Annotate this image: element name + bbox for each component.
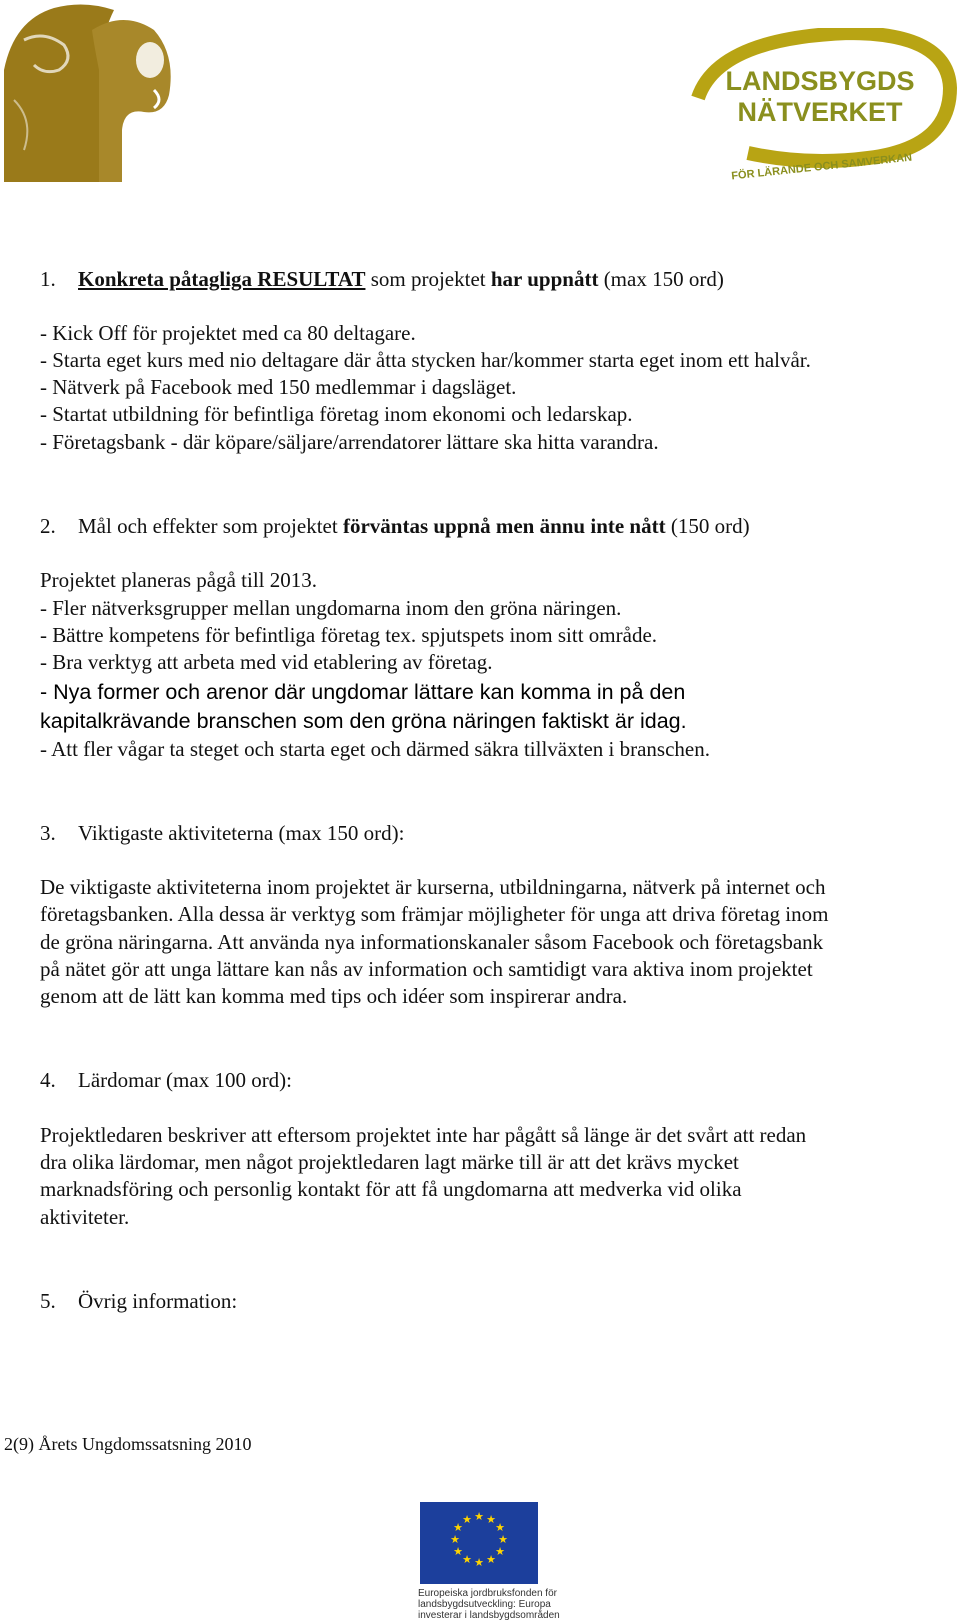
section2-line-4: - Bra verktyg att arbeta med vid etablering av företag. [40,650,493,674]
section2-line-2: - Fler nätverksgrupper mellan ungdomarna inom den gröna näringen. [40,596,622,620]
section1-line-4: - Startat utbildning för befintliga företag inom ekonomi och ledarskap. [40,402,633,426]
section4-number: 4. [40,1068,56,1092]
svg-text:★: ★ [474,1510,484,1523]
svg-text:★: ★ [462,1513,472,1526]
section4-heading [40,1066,292,1094]
section2-line-3: - Bättre kompetens för befintliga företag tex. spjutspets inom sitt område. [40,623,658,647]
section2-sans-line-1: - Nya former och arenor där ungdomar lättare kan komma in på den [40,680,686,704]
section3-line-5: genom att de lätt kan komma med tips och idéer som inspirerar andra. [40,984,628,1008]
section3-line-2: företagsbanken. Alla dessa är verktyg som främjar möjligheter för unga att driva företag inom [40,902,829,926]
svg-text:★: ★ [498,1533,508,1546]
logo-line2: NÄTVERKET [737,97,903,127]
svg-text:★: ★ [486,1513,496,1526]
section3-number: 3. [40,821,56,845]
section1-title-bold: har uppnått [490,267,599,291]
section2-title-end: (150 ord) [665,514,750,538]
eu-caption [418,1588,578,1621]
section2-heading [40,512,750,540]
section1-title-end: (max 150 ord) [598,267,724,291]
svg-text:★: ★ [495,1545,505,1558]
section4-line-1: Projektledaren beskriver att eftersom projektet inte har pågått så länge är det svårt att redan [40,1123,807,1147]
eu-flag-icon [420,1502,538,1584]
section1-line-5: - Företagsbank - där köpare/säljare/arrendatorer lättare ska hitta varandra. [40,430,659,454]
section3-line-3: de gröna näringarna. Att använda nya informationskanaler såsom Facebook och företagsbank [40,930,824,954]
section1-heading [40,265,724,293]
section1-title-link[interactable]: Konkreta påtagliga RESULTAT [78,267,366,291]
section1-title-mid: som projektet [365,267,491,291]
section3-heading [40,819,404,847]
section1-line-2: - Starta eget kurs med nio deltagare där åtta stycken har/kommer starta eget inom ett halvår. [40,348,811,372]
section5-number: 5. [40,1289,56,1313]
section2-title-start: Mål och effekter som projektet [78,514,343,538]
svg-text:★: ★ [486,1553,496,1566]
section3-line-4: på nätet gör att unga lättare kan nås av information och samtidigt vara aktiva inom projektet [40,957,813,981]
section2-sans-line-2: kapitalkrävande branschen som den gröna näringen faktiskt är idag. [40,709,687,733]
svg-text:★: ★ [474,1556,484,1569]
section1-line-3: - Nätverk på Facebook med 150 medlemmar i dagsläget. [40,375,517,399]
eu-caption-line-1: Europeiska jordbruksfonden för [418,1588,557,1599]
svg-text:★: ★ [453,1521,463,1534]
section2-line-1: Projektet planeras pågå till 2013. [40,568,318,592]
section4-title: Lärdomar (max 100 ord): [78,1068,293,1092]
eu-caption-line-3: investerar i landsbygdsområden [418,1610,560,1621]
page-footer-label: 2(9) Årets Ungdomssatsning 2010 [4,1434,252,1454]
section3-line-1: De viktigaste aktiviteterna inom projektet är kurserna, utbildningarna, nätverk på internet och [40,875,826,899]
logo-line1: LANDSBYGDS [725,66,915,96]
section2-last-line: - Att fler vågar ta steget och starta eget och därmed säkra tillväxten i branschen. [40,737,710,761]
landsbygdsnatverket-logo [688,28,958,190]
svg-text:★: ★ [495,1521,505,1534]
section4-line-2: dra olika lärdomar, men något projektledaren lagt märke till är att det krävs mycket [40,1150,739,1174]
section3-title: Viktigaste aktiviteterna (max 150 ord): [78,821,405,845]
section4-line-3: marknadsföring och personlig kontakt för att få ungdomarna att medverka vid olika [40,1177,742,1201]
section2-number: 2. [40,514,56,538]
svg-text:★: ★ [462,1553,472,1566]
section5-heading [40,1287,237,1315]
logo-tagline: FÖR LÄRANDE OCH SAMVERKAN [730,151,913,183]
section5-title: Övrig information: [78,1289,238,1313]
eu-caption-line-2: landsbygdsutveckling: Europa [418,1599,551,1610]
section4-line-4: aktiviteter. [40,1205,130,1229]
sheep-logo-icon [4,0,176,182]
section1-number: 1. [40,267,56,291]
section2-title-bold: förväntas uppnå men ännu inte nått [342,514,666,538]
svg-text:★: ★ [450,1533,460,1546]
section1-line-1: - Kick Off för projektet med ca 80 deltagare. [40,321,416,345]
svg-text:★: ★ [453,1545,463,1558]
